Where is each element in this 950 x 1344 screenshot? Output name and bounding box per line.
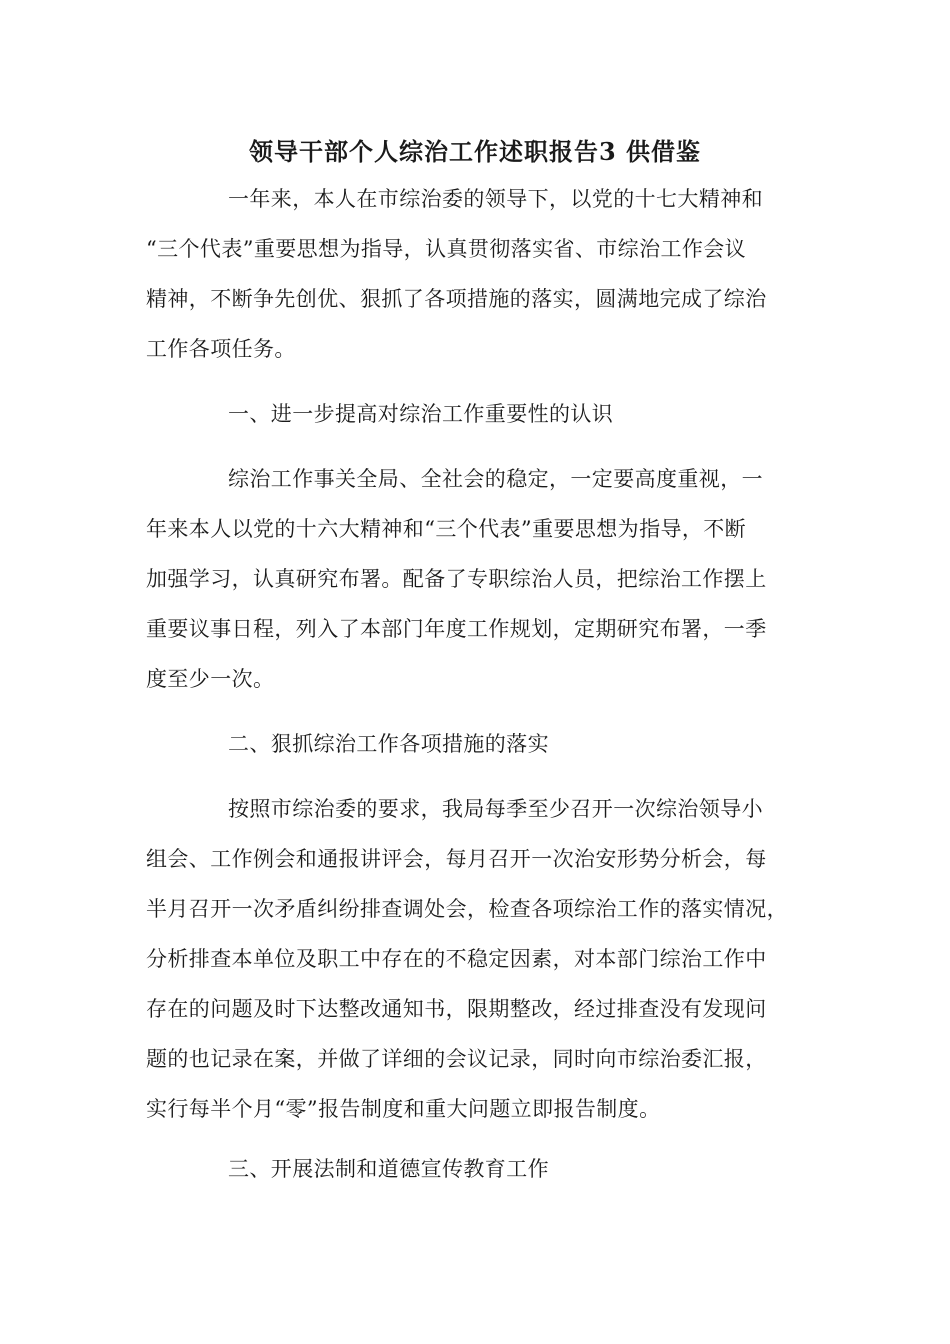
text-line: 综治工作事关全局、全社会的稳定，一定要高度重视，一	[228, 467, 763, 491]
document-title: 领导干部个人综治工作述职报告3 供借鉴	[248, 137, 702, 166]
heading-text: 三、开展法制和道德宣传教育工作	[228, 1157, 549, 1181]
text-line: 重要议事日程，列入了本部门年度工作规划，定期研究布署，一季	[146, 617, 767, 641]
text-line: 一年来，本人在市综治委的领导下，以党的十七大精神和	[228, 187, 763, 211]
text-line: 精神，不断争先创优、狠抓了各项措施的落实，圆满地完成了综治	[146, 287, 767, 311]
text-line: 年来本人以党的十六大精神和“三个代表”重要思想为指导，不断	[146, 517, 747, 541]
text-line: 分析排查本单位及职工中存在的不稳定因素，对本部门综治工作中	[146, 947, 767, 971]
heading-text: 一、进一步提高对综治工作重要性的认识	[228, 402, 614, 426]
text-line: 工作各项任务。	[146, 337, 296, 361]
text-line: “三个代表”重要思想为指导，认真贯彻落实省、市综治工作会议	[146, 237, 747, 261]
text-line: 存在的问题及时下达整改通知书，限期整改，经过排查没有发现问	[146, 997, 767, 1021]
text-line: 度至少一次。	[146, 667, 275, 691]
text-line: 组会、工作例会和通报讲评会，每月召开一次治安形势分析会，每	[146, 847, 767, 871]
text-line: 按照市综治委的要求，我局每季至少召开一次综治领导小	[228, 797, 763, 821]
text-line: 半月召开一次矛盾纠纷排查调处会，检查各项综治工作的落实情况，	[146, 897, 788, 921]
text-line: 加强学习，认真研究布署。配备了专职综治人员，把综治工作摆上	[146, 567, 767, 591]
text-line: 题的也记录在案，并做了详细的会议记录，同时向市综治委汇报，	[146, 1047, 767, 1071]
heading-text: 二、狠抓综治工作各项措施的落实	[228, 732, 549, 756]
text-line: 实行每半个月“零”报告制度和重大问题立即报告制度。	[146, 1097, 661, 1121]
